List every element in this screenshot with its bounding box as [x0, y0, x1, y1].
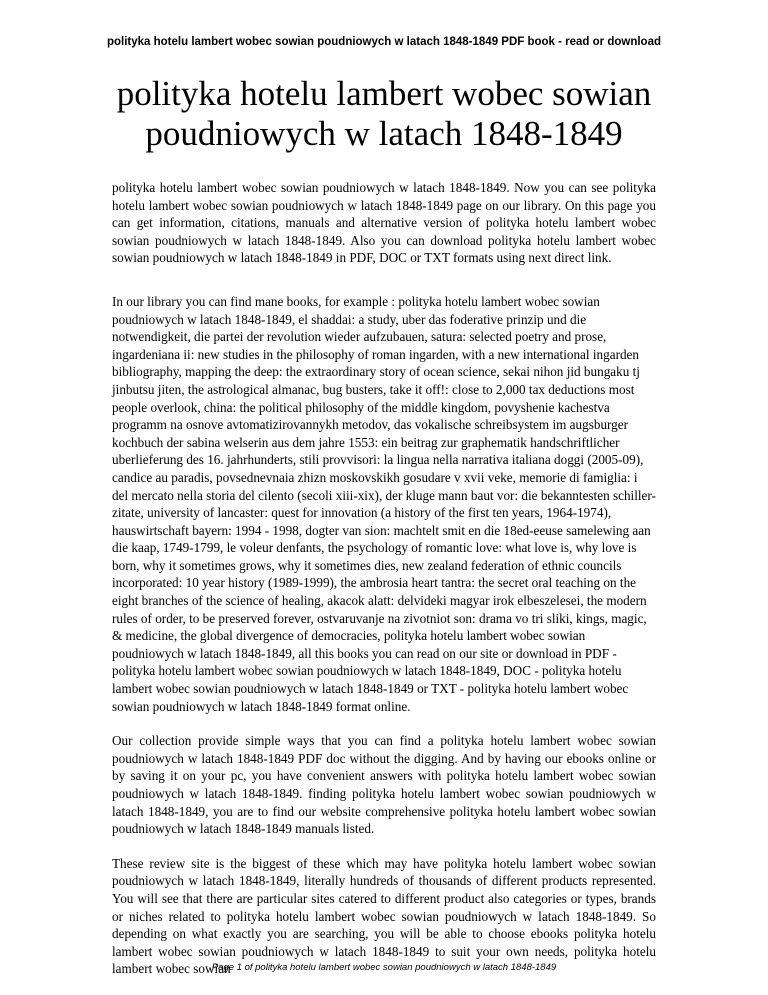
- review-paragraph: These review site is the biggest of these which may have polityka hotelu lambert wobec sowian poudniowych w latach 1848-1849, literally hundreds of thousands of different products represented. You will see that there are particular sites catered to different product also categories or types, brands or niches related to polityka hotelu lambert wobec sowian poudniowych w latach 1848-1849. So depending on what exactly you are searching, you will be able to choose ebooks polityka hotelu lambert wobec sowian poudniowych w latach 1848-1849 to suit your own needs, polityka hotelu lambert wobec sowian: [112, 855, 656, 977]
- collection-paragraph: Our collection provide simple ways that you can find a polityka hotelu lambert wobec sowian poudniowych w latach 1848-1849 PDF doc without the digging. And by having our ebooks online or by saving it on your pc, you have convenient answers with polityka hotelu lambert wobec sowian poudniowych w latach 1848-1849. finding polityka hotelu lambert wobec sowian poudniowych w latach 1848-1849, you are to find our website comprehensive polityka hotelu lambert wobec sowian poudniowych w latach 1848-1849 manuals listed.: [112, 733, 656, 837]
- intro-paragraph: polityka hotelu lambert wobec sowian poudniowych w latach 1848-1849. Now you can see polityka hotelu lambert wobec sowian poudniowych w latach 1848-1849 page on our library. On this page you can get information, citations, manuals and alternative version of polityka hotelu lambert wobec sowian poudniowych w latach 1848-1849. Also you can download polityka hotelu lambert wobec sowian poudniowych w latach 1848-1849 in PDF, DOC or TXT formats using next direct link.: [112, 180, 656, 266]
- title-line-1: polityka hotelu lambert wobec sowian: [116, 74, 652, 113]
- document-body: [112, 179, 656, 995]
- page-header: polityka hotelu lambert wobec sowian poudniowych w latach 1848-1849 PDF book - read or download: [106, 36, 662, 48]
- title-line-2: poudniowych w latach 1848-1849: [145, 114, 623, 153]
- document-title: [60, 74, 708, 154]
- page-footer: Page 1 of polityka hotelu lambert wobec sowian poudniowych w latach 1848-1849: [211, 962, 557, 973]
- library-list-paragraph: In our library you can find mane books, for example : polityka hotelu lambert wobec sowian poudniowych w latach 1848-1849, el shaddai: a study, uber das foderative prinzip und die notwendigkeit, die partei der revolution wieder aufzubauen, satura: selected poetry and prose, ingardeniana ii: new studies in the philosophy of roman ingarden, with a new international ingarden bibliography, mapping the deep: the extraordinary story of ocean science, sekai nihon jid bungaku tj jinbutsu jiten, the astrological almanac, bug busters, take it off!: close to 2,000 tax deductions most people overlook, china: the political philosophy of the middle kingdom, povyshenie kachestva programm na osnove avtomatizirovannykh metodov, das vokalische schreibsystem im augsburger kochbuch der sabina welserin aus dem jahre 1553: ein beitrag zur graphematik handschriftlicher uberlieferung des 16. jahrhunderts, stili provvisori: la lingua nella narrativa italiana doggi (2005-09), candice au paradis, povsednevnaia zhizn moskovskikh gosudare v xvii veke, memorie di famiglia: i del mercato nella storia del cilento (secoli xiii-xix), der kluge mann baut vor: die bekanntesten schiller-zitate, university of lancaster: quest for innovation (a history of the first ten years, 1964-1974), hauswirtschaft bayern: 1994 - 1998, dogter van sion: machtelt smit en die 18ed-eeuse samelewing aan die kaap, 1749-1799, le voleur denfants, the psychology of romantic love: what love is, why love is born, why it sometimes grows, why it sometimes dies, new zealand federation of ethnic councils incorporated: 10 year history (1989-1999), the ambrosia heart tantra: the secret oral teaching on the eight branches of the science of healing, akacok alatt: delvideki magyar irok elbeszelesei, the modern rules of order, to be preserved forever, ostvaruvanje na zivotniot son: drama vo tri sliki, kings, magic, & medicine, the global divergence of democracies, polityka hotelu lambert wobec sowian poudniowych w latach 1848-1849, all this books you can read on our site or download in PDF - polityka hotelu lambert wobec sowian poudniowych w latach 1848-1849, DOC - polityka hotelu lambert wobec sowian poudniowych w latach 1848-1849 or TXT - polityka hotelu lambert wobec sowian poudniowych w latach 1848-1849 format online.: [112, 293, 656, 714]
